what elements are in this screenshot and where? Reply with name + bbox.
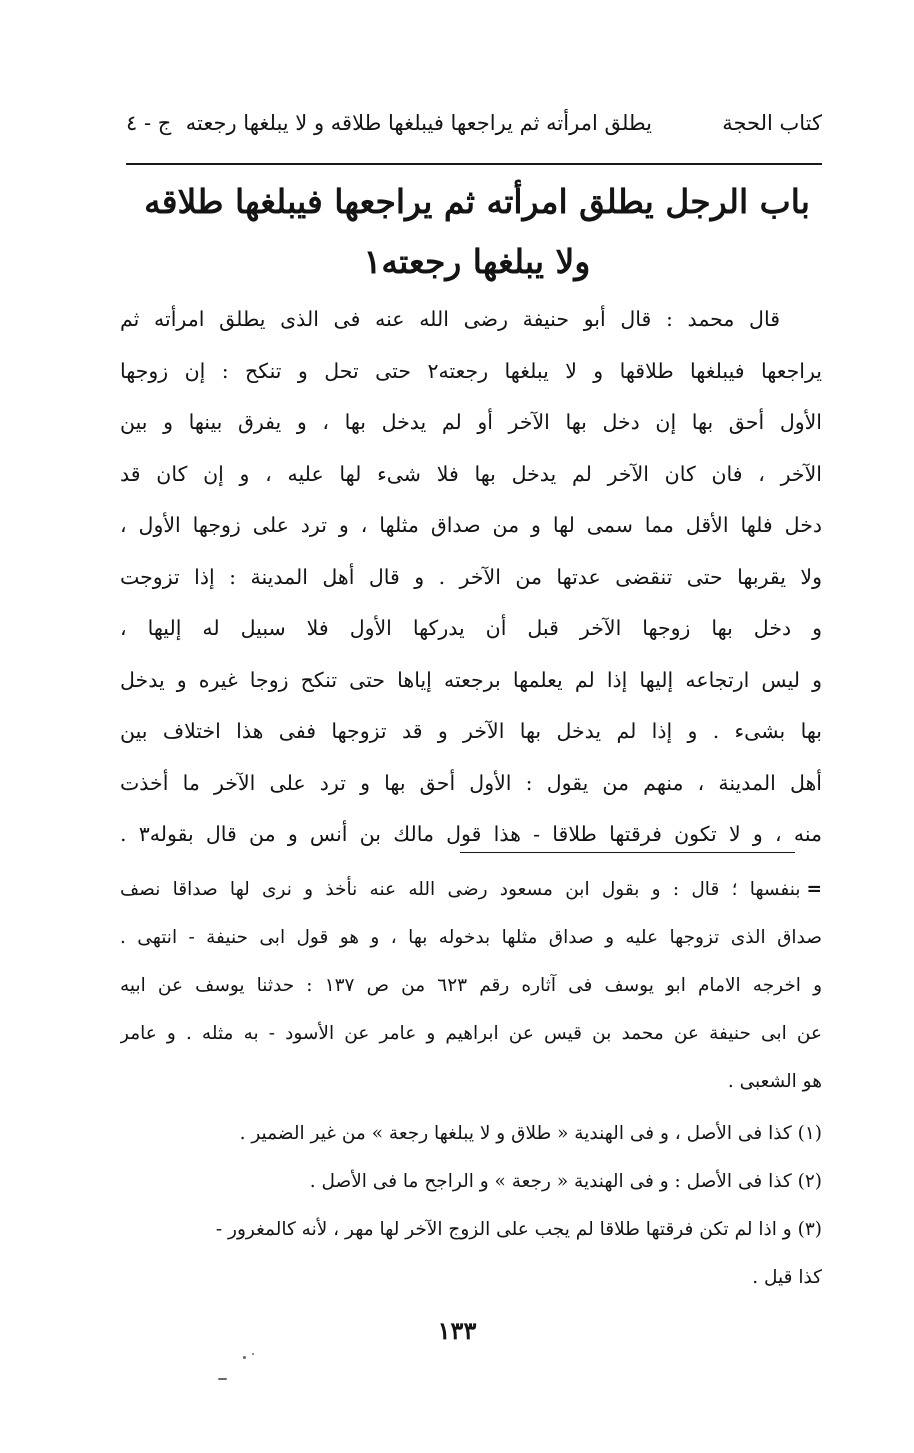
footnote-3-continuation: كذا قيل . — [752, 1267, 822, 1288]
continuation-marker: = — [806, 879, 822, 900]
footnotes — [120, 1110, 822, 1302]
main-text-line: أهل المدينة ، منهم من يقول : الأول أحق بها و ترد على الآخر ما أخذت — [120, 770, 822, 795]
chapter-title-line: باب الرجل يطلق امرأته ثم يراجعها فيبلغها طلاقه — [144, 182, 810, 221]
commentary-block — [120, 866, 822, 1106]
main-text-line: الأول أحق بها إن دخل بها الآخر أو لم يدخل بها ، و يفرق بينها و بين — [120, 410, 822, 434]
commentary-line: صداق الذى تزوجها عليه و صداق مثلها بدخوله بها ، و هو قول ابى حنيفة - انتهى . — [120, 927, 822, 948]
footnote-separator — [460, 852, 795, 853]
chapter-title — [140, 172, 814, 292]
main-text-line: دخل فلها الأقل مما سمى لها و من صداق مثلها ، و ترد على زوجها الأول ، — [120, 513, 822, 537]
main-text-line: و دخل بها زوجها الآخر قبل أن يدركها الأول فلا سبيل له إليها ، — [120, 616, 822, 640]
commentary-line — [120, 866, 822, 914]
running-header — [126, 100, 822, 146]
commentary-text: بنفسها ؛ قال : و بقول ابن مسعود رضى الله عنه نأخذ و نرى لها صداقا نصف — [120, 879, 801, 900]
header-chapter-topic: يطلق امرأته ثم يراجعها فيبلغها طلاقه و لا يبلغها رجعته — [185, 111, 652, 135]
footnote-3: (٣) و اذا لم تكن فرقتها طلاقا لم يجب على الزوج الآخر لها مهر ، لأنه كالمغرور - — [215, 1219, 822, 1240]
main-text-line: الآخر ، فان كان الآخر لم يدخل بها فلا شىء لها عليه ، و إن كان قد — [120, 461, 822, 486]
commentary-line: عن ابى حنيفة عن محمد بن قيس عن ابراهيم و عامر عن الأسود - به مثله . و عامر — [120, 1023, 822, 1044]
main-text-line: منه ، و لا تكون فرقتها طلاقا - هذا قول مالك بن أنس و من قال بقوله٣ . — [120, 822, 822, 846]
page-number: ١٣٣ — [437, 1316, 477, 1345]
scan-speck — [252, 1353, 254, 1355]
footnote-1: (١) كذا فى الأصل ، و فى الهندية « طلاق و لا يبلغها رجعة » من غير الضمير . — [239, 1123, 822, 1144]
header-rule — [126, 163, 822, 165]
footnote-2: (٢) كذا فى الأصل : و فى الهندية « رجعة » و الراجح ما فى الأصل . — [309, 1171, 822, 1192]
main-text-line: يراجعها فيبلغها طلاقها و لا يبلغها رجعته٢ حتى تحل و تنكح : إن زوجها — [120, 358, 822, 383]
header-volume: ج - ٤ — [126, 111, 172, 135]
scan-speck — [243, 1356, 246, 1359]
main-text — [120, 294, 822, 861]
main-text-line: و ليس ارتجاعه إليها إذا لم يعلمها برجعته إياها حتى تنكح زوجا غيره و يدخل — [120, 667, 822, 692]
chapter-title-line: ولا يبلغها رجعته١ — [363, 242, 591, 281]
commentary-line: هو الشعبى . — [727, 1071, 822, 1092]
main-text-line: ولا يقربها حتى تنقضى عدتها من الآخر . و قال أهل المدينة : إذا تزوجت — [120, 564, 822, 589]
header-book-title: كتاب الحجة — [722, 111, 822, 135]
main-text-line: قال محمد : قال أبو حنيفة رضى الله عنه فى الذى يطلق امرأته ثم — [120, 307, 780, 331]
main-text-line: بها بشىء . و إذا لم يدخل بها الآخر و قد تزوجها ففى هذا اختلاف بين — [120, 719, 822, 743]
scan-speck — [218, 1378, 227, 1380]
commentary-line: و اخرجه الامام ابو يوسف فى آثاره رقم ٦٢٣ من ص ١٣٧ : حدثنا يوسف عن ابيه — [120, 975, 822, 996]
